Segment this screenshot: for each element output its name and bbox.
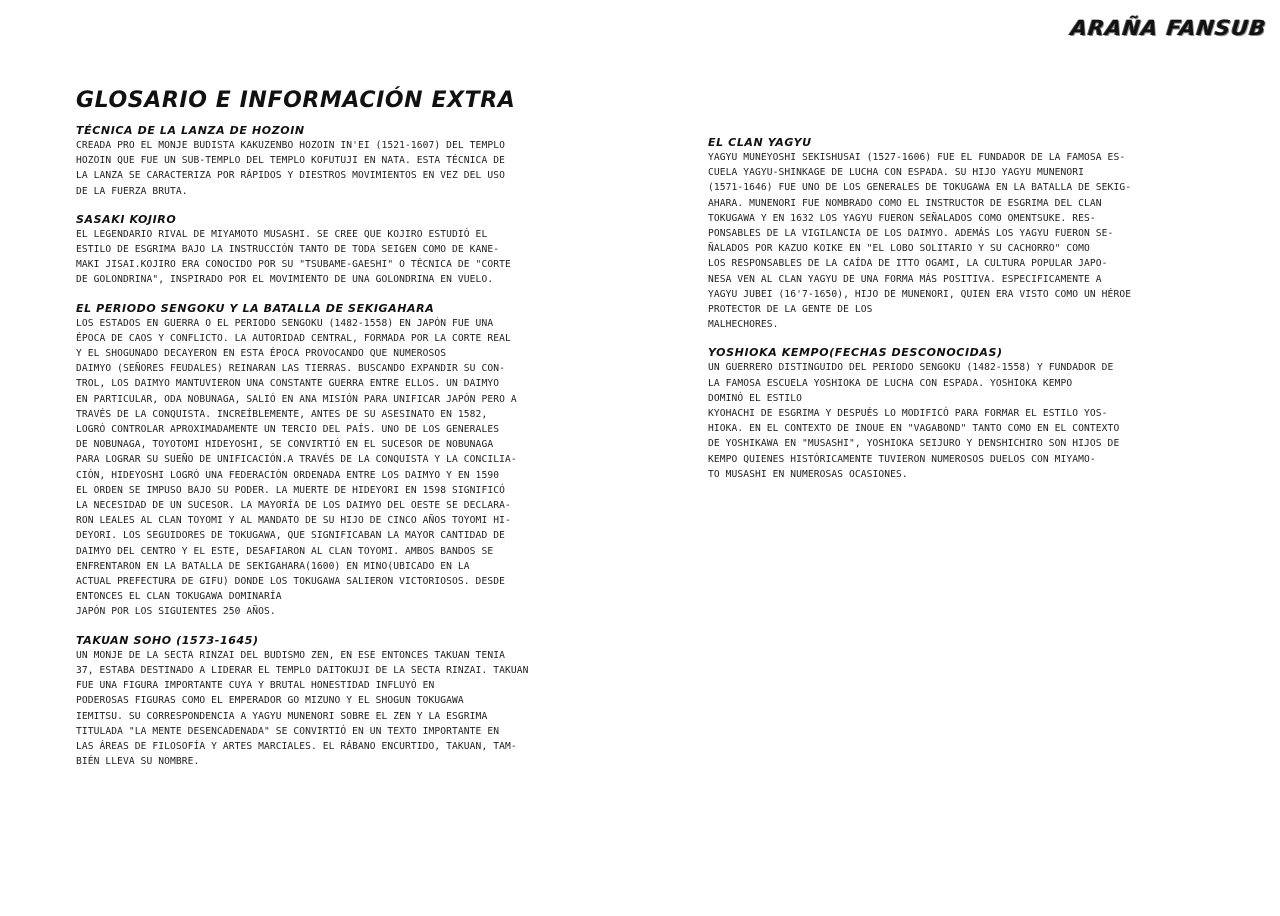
fansub-logo: ARAÑA FANSUB xyxy=(1069,16,1268,40)
section-body: UN GUERRERO DISTINGUIDO DEL PERIODO SENGOKU (1482-1558) Y FUNDADOR DE LA FAMOSA ESCUELA YOSHIOKA DE LUCHA CON ESPADA. YOSHIOKA KEMPO DOMINÓ EL ESTILO KYOHACHI DE ESGRIMA Y DESPUÉS LO MODIFICÓ PARA FORMAR EL ESTILO YOS- HIOKA. EN EL CONTEXTO DE INOUE EN "VAGABOND" TANTO COMO EN EL CONTEXTO DE YOSHIKAWA EN "MUSASHI", YOSHIOKA SEIJURO Y DENSHICHIRO SON HIJOS DE KEMPO QUIENES HISTÓRICAMENTE TUVIERON NUMEROSOS DUELOS CON MIYAMO- TO MUSASHI EN NUMEROSAS OCASIONES. xyxy=(708,362,1120,480)
page-title: GLOSARIO E INFORMACIÓN EXTRA xyxy=(76,88,516,113)
section-takuan-soho xyxy=(76,634,596,770)
section-body: EL LEGENDARIO RIVAL DE MIYAMOTO MUSASHI. SE CREE QUE KOJIRO ESTUDIÓ EL ESTILO DE ESGRIMA BAJO LA INSTRUCCIÓN TANTO DE TODA SEIGEN COMO DE KANE- MAKI JISAI.KOJIRO ERA CONOCIDO POR SU "TSUBAME-GAESHI" O TÉCNICA DE "CORTE DE GOLONDRINA", INSPIRADO POR EL MOVIMIENTO DE UNA GOLONDRINA EN VUELO. xyxy=(76,228,511,286)
section-heading: YOSHIOKA KEMPO(FECHAS DESCONOCIDAS) xyxy=(708,346,1003,360)
section-heading: EL PERIODO SENGOKU Y LA BATALLA DE SEKIGAHARA xyxy=(76,301,435,315)
section-sengoku-period xyxy=(76,302,596,620)
section-yoshioka-kempo xyxy=(708,346,1198,482)
section-hozoin-spear xyxy=(76,124,596,199)
section-body: YAGYU MUNEYOSHI SEKISHUSAI (1527-1606) FUE EL FUNDADOR DE LA FAMOSA ES- CUELA YAGYU-SHINKAGE DE LUCHA CON ESPADA. SU HIJO YAGYU MUNENORI (1571-1646) FUE UNO DE LOS GENERALES DE TOKUGAWA EN LA BATALLA DE SEKIG- AHARA. MUNENORI FUE NOMBRADO COMO EL INSTRUCTOR DE ESGRIMA DEL CLAN TOKUGAWA Y EN 1632 LOS YAGYU FUERON SEÑALADOS COMO OMENTSUKE. RES- PONSABLES DE LA VIGILANCIA DE LOS DAIMYO. ADEMÁS LOS YAGYU FUERON SE- ÑALADOS POR KAZUO KOIKE EN "EL LOBO SOLITARIO Y SU CACHORRO" COMO LOS RESPONSABLES DE LA CAÍDA DE ITTO OGAMI, LA CULTURA POPULAR JAPO- NESA VEN AL CLAN YAGYU DE UNA FORMA MÁS POSITIVA. ESPECIFICAMENTE A YAGYU JUBEI (16'7-1650), HIJO DE MUNENORI, QUIEN ERA VISTO COMO UN HÉROE PROTECTOR DE LA GENTE DE LOS MALHECHORES. xyxy=(708,152,1132,331)
section-body: LOS ESTADOS EN GUERRA O EL PERIODO SENGOKU (1482-1558) EN JAPÓN FUE UNA ÉPOCA DE CAOS Y CONFLICTO. LA AUTORIDAD CENTRAL, FORMADA POR LA CORTE REAL Y EL SHOGUNADO DECAYERON EN ESTA ÉPOCA PROVOCANDO QUE NUMEROSOS DAIMYO (SEÑORES FEUDALES) REINARAN LAS TIERRAS. BUSCANDO EXPANDIR SU CON- TROL, LOS DAIMYO MANTUVIERON UNA CONSTANTE GUERRA ENTRE ELLOS. UN DAIMYO EN PARTICULAR, ODA NOBUNAGA, SALIÓ EN ANA MISIÓN PARA UNIFICAR JAPÓN PERO A TRAVÉS DE LA CONQUISTA. INCREÍBLEMENTE, ANTES DE SU ASESINATO EN 1582, LOGRÓ CONTROLAR APROXIMADAMENTE UN TERCIO DEL PAÍS. UNO DE LOS GENERALES DE NOBUNAGA, TOYOTOMI HIDEYOSHI, SE CONVIRTIÓ EN EL SUCESOR DE NOBUNAGA PARA LOGRAR SU SUEÑO DE UNIFICACIÓN.A TRAVÉS DE LA CONQUISTA Y LA CONCILIA- CIÓN, HIDEYOSHI LOGRÓ UNA FEDERACIÓN ORDENADA ENTRE LOS DAIMYO Y EN 1590 EL ORDEN SE IMPUSO BAJO SU PODER. LA MUERTE DE HIDEYORI EN 1598 SIGNIFICÓ LA NECESIDAD DE UN SUCESOR. LA MAYORÍA DE LOS DAIMYO DEL OESTE SE DECLARA- RON LEALES AL CLAN TOYOMI Y AL MANDATO DE SU HIJO DE CINCO AÑOS TOYOMI HI- DEYORI. LOS SEGUIDORES DE TOKUGAWA, QUE SIGNIFICABAN LA MAYOR CANTIDAD DE DAIMYO DEL CENTRO Y EL ESTE, DESAFIARON AL CLAN TOYOMI. AMBOS BANDOS SE ENFRENTARON EN LA BATALLA DE SEKIGAHARA(1600) EN MINO(UBICADO EN LA ACTUAL PREFECTURA DE GIFU) DONDE LOS TOKUGAWA SALIERON VICTORIOSOS. DESDE ENTONCES EL CLAN TOKUGAWA DOMINARÍA JAPÓN POR LOS SIGUIENTES 250 AÑOS. xyxy=(76,317,517,618)
section-heading: SASAKI KOJIRO xyxy=(76,212,177,226)
section-heading: EL CLAN YAGYU xyxy=(708,136,812,149)
left-column xyxy=(76,124,596,783)
section-sasaki-kojiro xyxy=(76,213,596,288)
section-body: CREADA PRO EL MONJE BUDISTA KAKUZENBO HOZOIN IN'EI (1521-1607) DEL TEMPLO HOZOIN QUE FUE UN SUB-TEMPLO DEL TEMPLO KOFUTUJI EN NATA. ESTA TÉCNICA DE LA LANZA SE CARACTERIZA POR RÁPIDOS Y DIESTROS MOVIMIENTOS EN VEZ DEL USO DE LA FUERZA BRUTA. xyxy=(76,140,505,197)
section-body: UN MONJE DE LA SECTA RINZAI DEL BUDISMO ZEN, EN ESE ENTONCES TAKUAN TENIA 37, ESTABA DESTINADO A LIDERAR EL TEMPLO DAITOKUJI DE LA SECTA RINZAI. TAKUAN FUE UNA FIGURA IMPORTANTE CUYA Y BRUTAL HONESTIDAD INFLUYÓ EN PODEROSAS FIGURAS COMO EL EMPERADOR GO MIZUNO Y EL SHOGUN TOKUGAWA IEMITSU. SU CORRESPONDENCIA A YAGYU MUNENORI SOBRE EL ZEN Y LA ESGRIMA TITULADA "LA MENTE DESENCADENADA" SE CONVIRTIÓ EN UN TEXTO IMPORTANTE EN LAS ÁREAS DE FILOSOFÍA Y ARTES MARCIALES. EL RÁBANO ENCURTIDO, TAKUAN, TAM- BIÉN LLEVA SU NOMBRE. xyxy=(76,649,529,768)
section-heading: TÉCNICA DE LA LANZA DE HOZOIN xyxy=(76,124,305,137)
section-heading: TAKUAN SOHO (1573-1645) xyxy=(76,633,259,647)
section-yagyu-clan xyxy=(708,136,1198,332)
right-column xyxy=(708,136,1198,496)
